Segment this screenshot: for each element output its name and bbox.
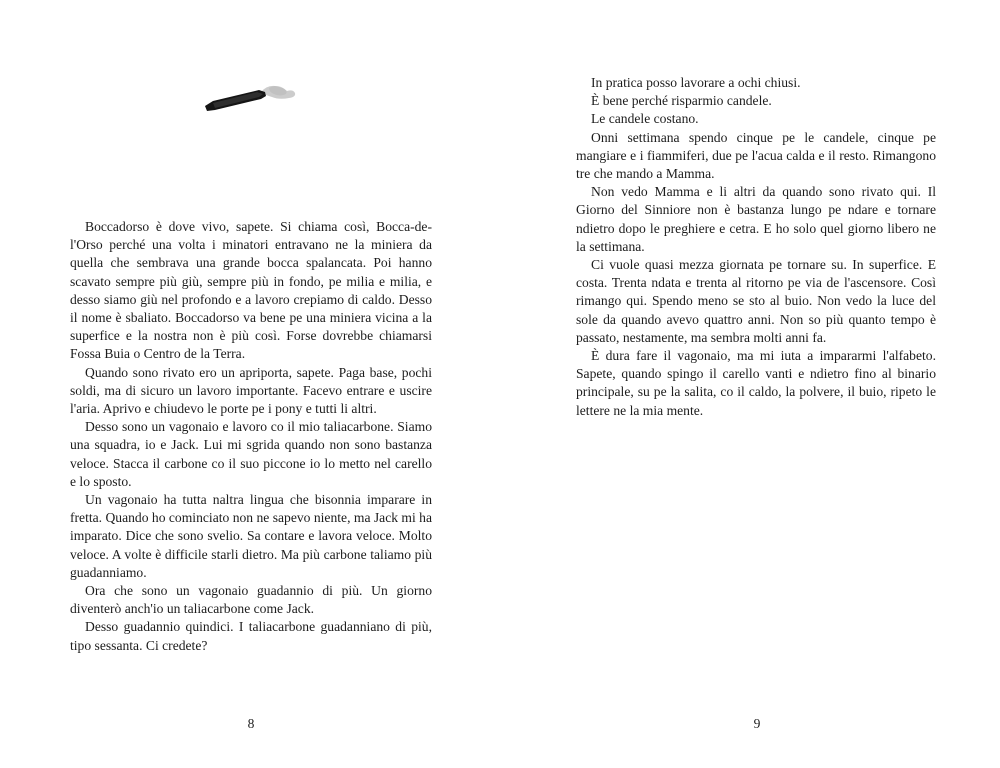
paragraph: È bene perché risparmio candele. <box>591 93 772 109</box>
page-right-text <box>576 74 936 420</box>
paragraph: Quando sono rivato ero un apriporta, sapete. Paga base, pochi soldi, ma di sicuro un lavoro importante. Facevo entrare e uscire l'aria. Aprivo e chiudevo le porte pe i pony e tutti li altri. <box>70 364 432 417</box>
paragraph: Un vagonaio ha tutta naltra lingua che bisonnia imparare in fretta. Quando ho cominciato non ne sapevo niente, ma Jack mi ha imparato. Dice che sono svelio. Sa contare e lavora veloce. Molto veloce. A volte è difficile starli dietro. Ma più carbone taliamo più guadanniamo. <box>70 492 433 580</box>
paragraph: È dura fare il vagonaio, ma mi iuta a impararmi l'alfabeto. Sapete, quando spingo il carello vanti e ndietro fino al binario principale, su pe la salita, co il caldo, la polvere, il buio, ripeto le lettere ne la mia mente. <box>576 348 936 418</box>
page-number-right: 9 <box>753 716 761 731</box>
coal-stick-illustration <box>203 82 299 116</box>
page-number-left: 8 <box>247 716 255 731</box>
paragraph: Desso guadannio quindici. I taliacarbone guadanniano di più, tipo sessanta. Ci credete? <box>70 619 432 653</box>
paragraph: Onni settimana spendo cinque pe le candele, cinque pe mangiare e i fiammiferi, due pe l'acua calda e il resto. Rimangono tre che mando a Mamma. <box>576 129 936 182</box>
page-left-text <box>70 218 432 655</box>
paragraph: Le candele costano. <box>591 111 699 127</box>
paragraph: Desso sono un vagonaio e lavoro co il mio taliacarbone. Siamo una squadra, io e Jack. Lui mi sgrida quando non sono bastanza veloce. Stacca il carbone co il suo piccone io lo metto nel carello e lo sposto. <box>70 419 432 489</box>
paragraph: Non vedo Mamma e li altri da quando sono rivato qui. Il Giorno del Sinniore non è bastanza lungo pe ndare e tornare ndietro dopo le preghiere e cetra. E ho solo quel giorno libero ne la settimana. <box>576 184 936 254</box>
paragraph: Ci vuole quasi mezza giornata pe tornare su. In superfice. E costa. Trenta ndata e trenta al ritorno pe via de l'ascensore. Così rimango qui. Spendo meno se sto al buio. Non vedo la luce del sole da quando avevo quattro anni. Non so più quanto tempo è passato, nestamente, ma sembra molti anni fa. <box>576 257 936 345</box>
paragraph: Ora che sono un vagonaio guadannio di più. Un giorno diventerò anch'io un taliacarbone come Jack. <box>70 583 432 617</box>
coal-stick-icon <box>203 82 299 116</box>
paragraph: Boccadorso è dove vivo, sapete. Si chiama così, Bocca-de-l'Orso perché una volta i minatori entravano ne la miniera da quella che sembrava una grande bocca spalancata. Poi hanno scavato sempre più giù, sempre più in fondo, pe milia e milia, e desso siamo giù nel profondo e a lavoro crepiamo di caldo. Desso il nome è sbaliato. Boccadorso va bene pe una miniera vicina a la superfice e la nostra non è più così. Forse dovrebbe chiamarsi Fossa Buia o Centro de la Terra. <box>70 219 432 362</box>
paragraph: In pratica posso lavorare a ochi chiusi. <box>591 75 801 90</box>
